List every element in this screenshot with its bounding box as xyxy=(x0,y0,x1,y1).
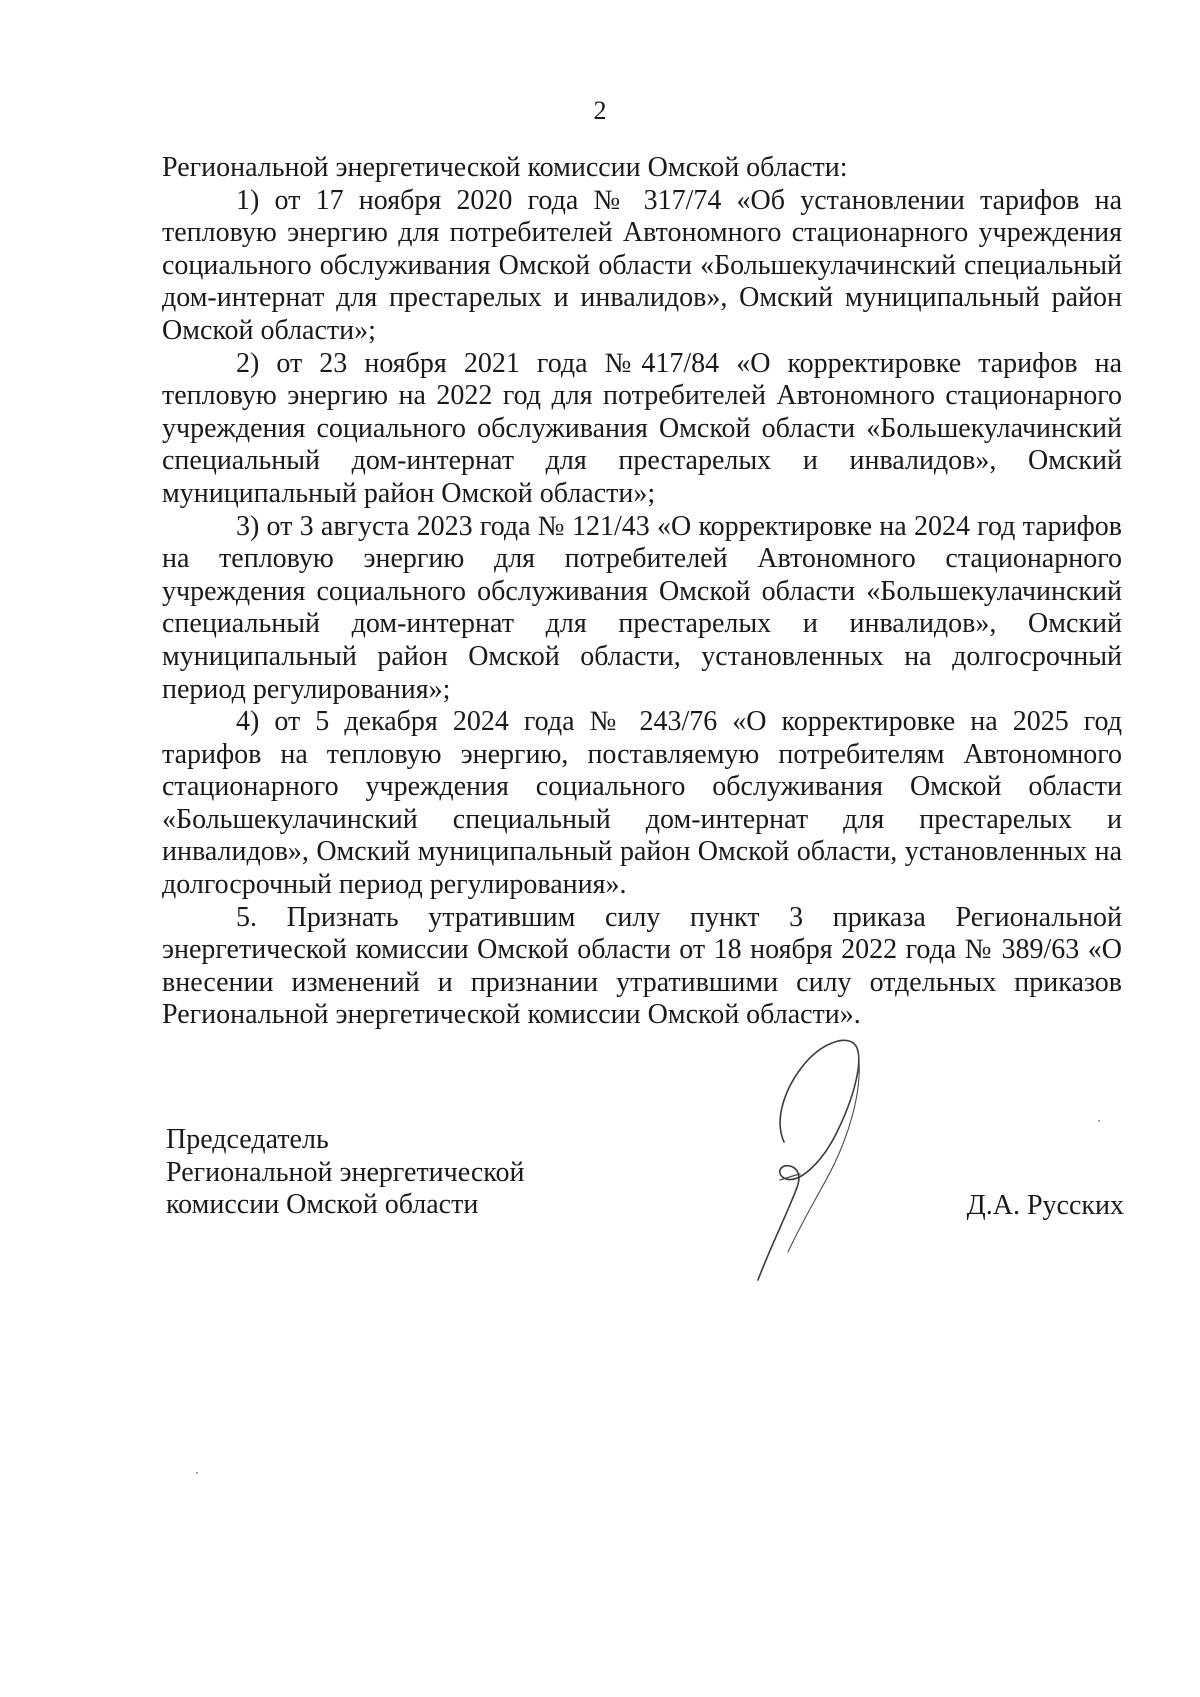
body-paragraph-item-1: 1) от 17 ноября 2020 года № 317/74 «Об установлении тарифов на тепловую энергию для потребителей Автономного стационарного учреждения социального обслуживания Омской области «Большекулачинский специальный дом-интернат для престарелых и инвалидов», Омский муниципальный район Омской области»; xyxy=(162,184,1122,346)
scan-speck xyxy=(1098,1120,1100,1122)
body-paragraph-item-5: 5. Признать утратившим силу пункт 3 приказа Региональной энергетической комиссии Омской области от 18 ноября 2022 года № 389/63 «О внесении изменений и признании утратившими силу отдельных приказов Региональной энергетической комиссии Омской области». xyxy=(162,901,1122,1031)
signatory-title xyxy=(166,1124,524,1222)
signatory-name: Д.А. Русских xyxy=(966,1190,1124,1221)
signatory-title-line: Председатель xyxy=(166,1124,329,1155)
page-number: 2 xyxy=(593,96,607,125)
signatory-title-line: комиссии Омской области xyxy=(166,1189,479,1221)
handwritten-signature xyxy=(740,1030,890,1290)
signatory-title-line: Региональной энергетической xyxy=(166,1156,525,1188)
body-paragraph-lead: Региональной энергетической комиссии Омской области: xyxy=(162,152,848,183)
body-paragraph-item-3: 3) от 3 августа 2023 года № 121/43 «О корректировке на 2024 год тарифов на тепловую энергию для потребителей Автономного стационарного учреждения социального обслуживания Омской области «Большекулачинский специальный дом-интернат для престарелых и инвалидов», Омский муниципальный район Омской области, установленных на долгосрочный период регулирования»; xyxy=(162,510,1122,705)
document-body xyxy=(162,152,1122,1032)
body-paragraph-item-2: 2) от 23 ноября 2021 года №417/84 «О корректировке тарифов на тепловую энергию на 2022 год для потребителей Автономного стационарного учреждения социального обслуживания Омской области «Большекулачинский специальный дом-интернат для престарелых и инвалидов», Омский муниципальный район Омской области»; xyxy=(162,347,1122,509)
scan-speck xyxy=(196,1472,198,1474)
body-paragraph-item-4: 4) от 5 декабря 2024 года № 243/76 «О корректировке на 2025 год тарифов на тепловую энергию, поставляемую потребителям Автономного стационарного учреждения социального обслуживания Омской области «Большекулачинский специальный дом-интернат для престарелых и инвалидов», Омский муниципальный район Омской области, установленных на долгосрочный период регулирования». xyxy=(162,706,1122,901)
